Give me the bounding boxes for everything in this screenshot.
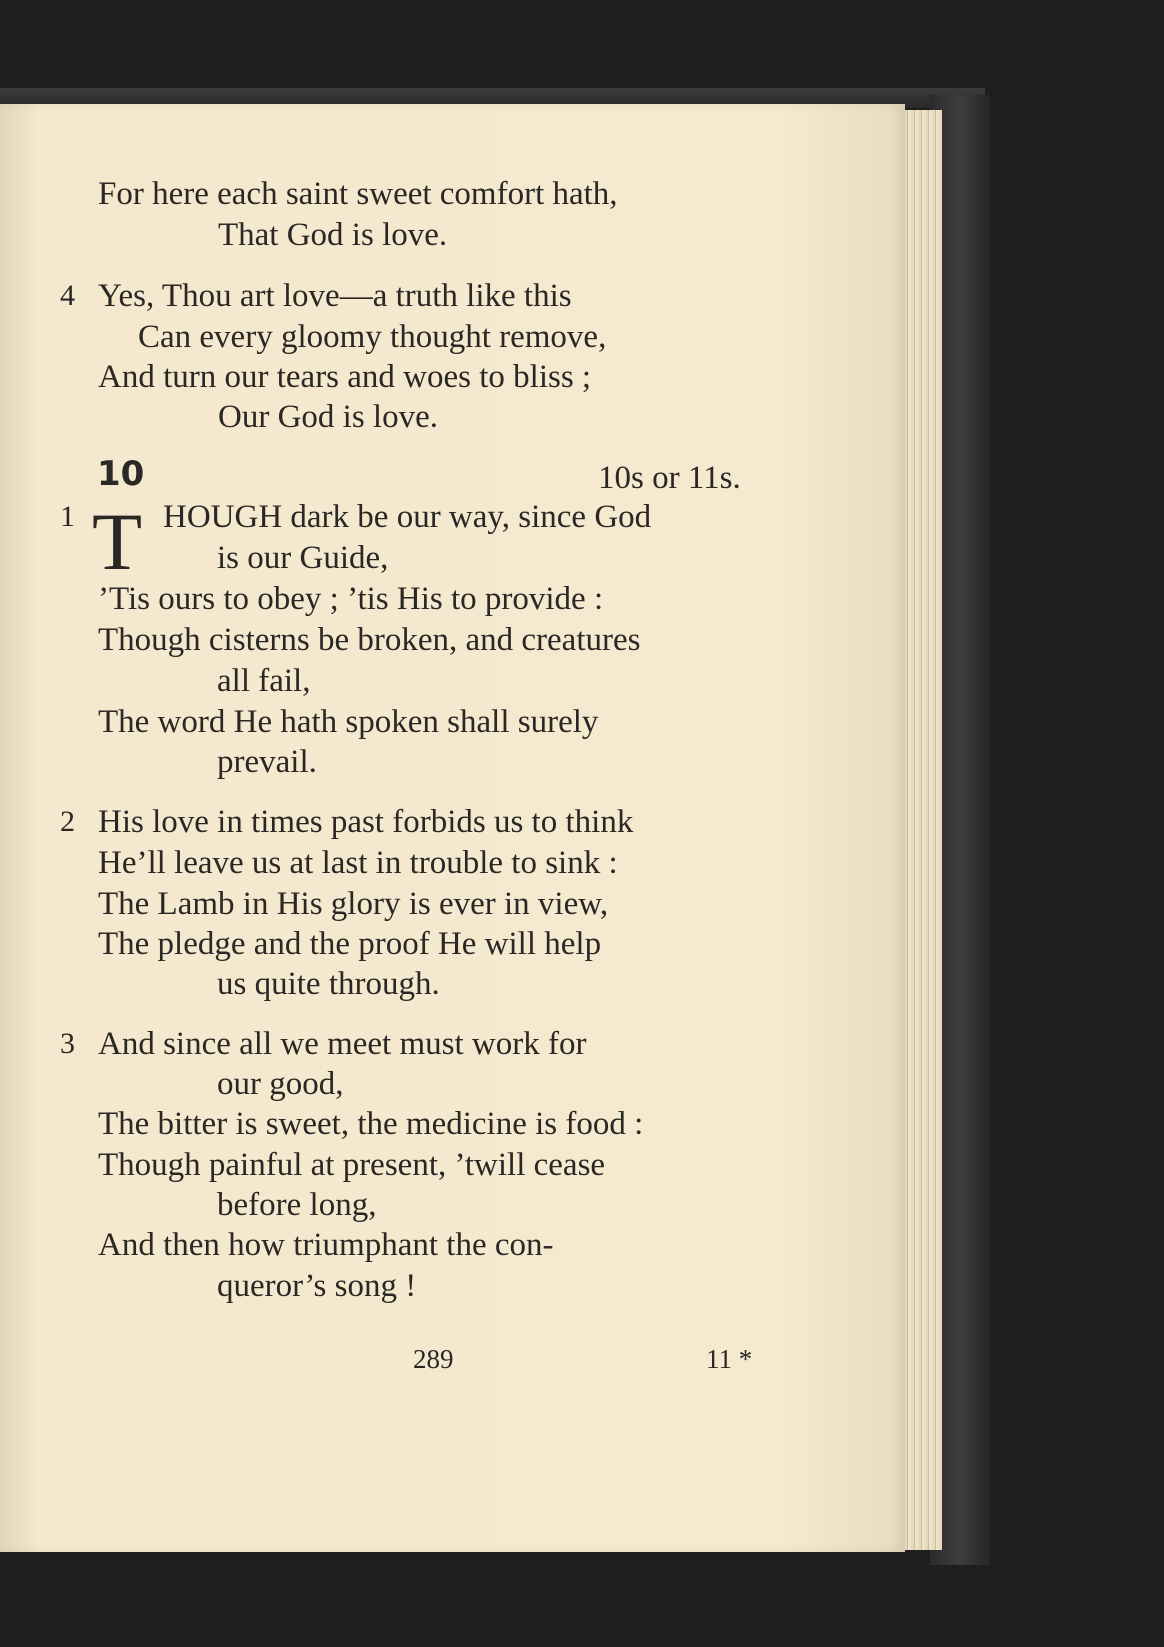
- text-line: The word He hath spoken shall surely: [98, 704, 599, 740]
- text-line: Yes, Thou art love—a truth like this: [98, 278, 572, 314]
- text-line: all fail,: [217, 663, 311, 699]
- verse-number: 1: [60, 500, 75, 533]
- text-line: is our Guide,: [217, 540, 389, 576]
- text-line: For here each saint sweet comfort hath,: [98, 176, 618, 212]
- text-line: That God is love.: [218, 217, 448, 253]
- text-line: And turn our tears and woes to bliss ;: [98, 359, 592, 395]
- text-line: queror’s song !: [217, 1268, 417, 1304]
- drop-cap: T: [92, 496, 143, 587]
- text-line: Can every gloomy thought remove,: [138, 319, 607, 355]
- text-line: ’Tis ours to obey ; ’tis His to provide :: [98, 581, 604, 617]
- text-line: HOUGH dark be our way, since God: [163, 499, 652, 535]
- verse-number: 3: [60, 1027, 75, 1060]
- text-line: Though cisterns be broken, and creatures: [98, 622, 641, 658]
- text-line: The bitter is sweet, the medicine is food :: [98, 1106, 644, 1142]
- text-line: His love in times past forbids us to think: [98, 804, 634, 840]
- text-line: before long,: [217, 1187, 377, 1223]
- text-line: Though painful at present, ’twill cease: [98, 1147, 606, 1183]
- verse-number: 4: [60, 279, 75, 312]
- text-line: our good,: [217, 1066, 344, 1102]
- text-line: He’ll leave us at last in trouble to sink :: [98, 845, 618, 881]
- text-line: prevail.: [217, 744, 317, 780]
- signature-mark: 11 *: [706, 1344, 753, 1374]
- hymn-meter: 10s or 11s.: [598, 460, 741, 496]
- text-line: us quite through.: [217, 966, 440, 1002]
- book-page: [0, 104, 905, 1552]
- text-line: The pledge and the proof He will help: [98, 926, 602, 962]
- verse-number: 2: [60, 805, 75, 838]
- hymn-number: 10: [97, 454, 145, 494]
- page-number: 289: [413, 1344, 454, 1374]
- text-line: The Lamb in His glory is ever in view,: [98, 886, 609, 922]
- text-line: And since all we meet must work for: [98, 1026, 587, 1062]
- text-line: Our God is love.: [218, 399, 438, 435]
- page-content: [0, 104, 905, 1552]
- text-line: And then how triumphant the con-: [98, 1227, 554, 1263]
